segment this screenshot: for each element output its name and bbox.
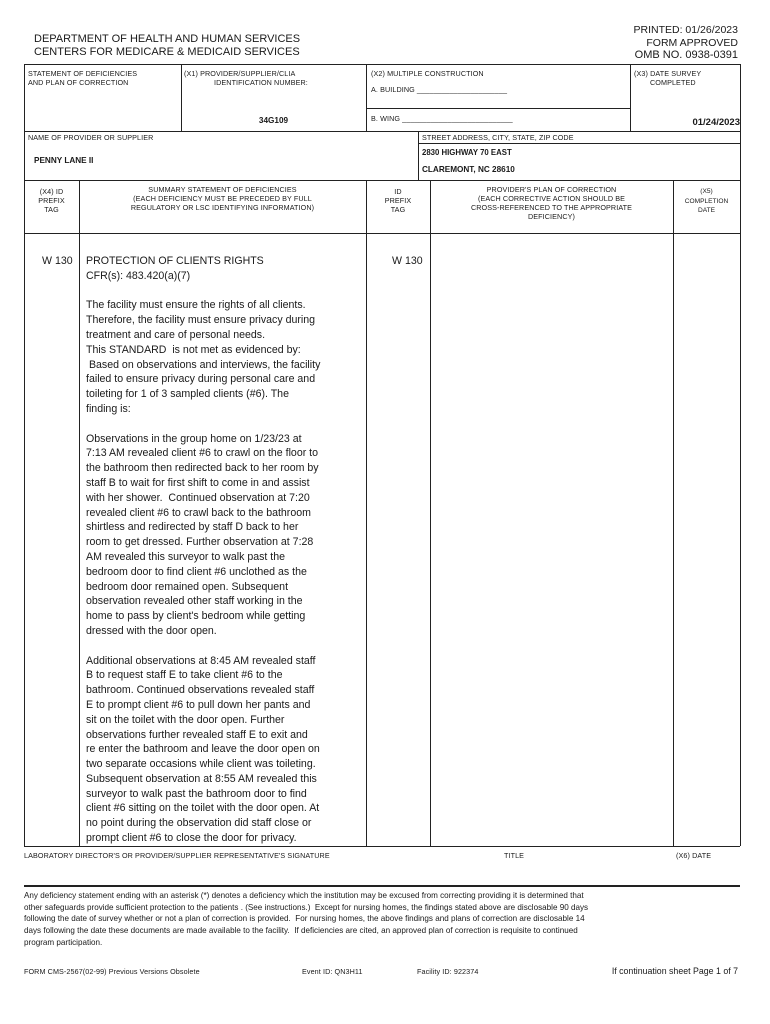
- building-field: A. BUILDING ______________________: [371, 85, 508, 94]
- printed-date: PRINTED: 01/26/2023: [633, 24, 738, 36]
- divider-x2: [366, 64, 367, 131]
- deficiency-title: PROTECTION OF CLIENTS RIGHTS: [86, 255, 264, 267]
- survey-completed-date: 01/24/2023: [692, 117, 740, 128]
- x4-header-line-2: PREFIX: [38, 196, 65, 205]
- disclaimer-line: following the date of survey whether or not a plan of correction is provided. For nursing homes, the above findings and plans of correction are disclosable 14: [24, 914, 585, 924]
- rule-colheader: [24, 180, 740, 181]
- rule-signature: [24, 846, 740, 847]
- col-plan-right: [673, 180, 674, 846]
- paragraph-line: no point during the observation did staff close or: [86, 817, 312, 830]
- wing-field: B. WING ___________________________: [371, 114, 513, 123]
- paragraph-line: sit on the toilet with the door open. Further: [86, 713, 285, 726]
- deficiency-paragraph-3: [86, 654, 364, 846]
- x1-label-line-2: IDENTIFICATION NUMBER:: [214, 78, 308, 87]
- agency-line-2: CENTERS FOR MEDICARE & MEDICAID SERVICES: [34, 46, 300, 58]
- provider-name: PENNY LANE II: [34, 156, 94, 165]
- x3-label-line-2: COMPLETED: [650, 78, 696, 87]
- signature-date-label: (X6) DATE: [676, 851, 712, 860]
- rule-disclaimer: [24, 885, 740, 887]
- address-line-2: CLAREMONT, NC 28610: [422, 165, 515, 174]
- disclaimer-line: days following the date these documents are made available to the facility. If deficiencies are cited, an approved plan of correction is requisite to continued: [24, 926, 578, 936]
- paragraph-line: treatment and care of personal needs.: [86, 328, 266, 341]
- paragraph-line: home to pass by client's bedroom while getting: [86, 610, 306, 623]
- form-approved: FORM APPROVED: [646, 36, 738, 49]
- form-approval-info: [634, 24, 738, 62]
- rule-provider: [24, 131, 740, 132]
- paragraph-line: E to prompt client #6 to pull down her pants and: [86, 698, 311, 711]
- omb-number: OMB NO. 0938-0391: [634, 49, 738, 61]
- x4-header: [24, 187, 79, 214]
- paragraph-line: dressed with the door open.: [86, 624, 217, 637]
- x5-header: [673, 187, 740, 216]
- signature-label: LABORATORY DIRECTOR'S OR PROVIDER/SUPPLIER REPRESENTATIVE'S SIGNATURE: [24, 851, 330, 860]
- form-number: FORM CMS-2567(02-99) Previous Versions Obsolete: [24, 967, 200, 976]
- paragraph-line: client #6 sitting on the toilet with the door open. At: [86, 802, 320, 815]
- paragraph-line: 7:13 AM revealed client #6 to crawl on the floor to: [86, 447, 319, 460]
- frame-left: [24, 64, 25, 846]
- paragraph-line: the bathroom then redirected back to her room by: [86, 462, 319, 475]
- x5-header-line-3: DATE: [697, 207, 716, 214]
- x5-header-line-1: (X5): [700, 188, 713, 195]
- rule-address-label: [418, 143, 740, 144]
- paragraph-line: re enter the bathroom and leave the door open on: [86, 743, 320, 756]
- paragraph-line: bathroom. Continued observations revealed staff: [86, 684, 315, 697]
- id-header-line-1: ID: [394, 187, 402, 196]
- paragraph-line: surveyor to walk past the bathroom door to find: [86, 787, 307, 800]
- x4-header-line-3: TAG: [44, 205, 59, 214]
- address-label: STREET ADDRESS, CITY, STATE, ZIP CODE: [422, 133, 574, 142]
- paragraph-line: AM revealed this surveyor to walk past the: [86, 550, 286, 563]
- disclaimer-line: other safeguards provide sufficient protection to the patients . (See instructions.) Except for nursing homes, the findings stated above are disclosable 90 days: [24, 902, 589, 912]
- plan-header-line-1: PROVIDER'S PLAN OF CORRECTION: [486, 185, 617, 194]
- agency-line-1: DEPARTMENT OF HEALTH AND HUMAN SERVICES: [34, 33, 301, 45]
- summary-header-line-3: REGULATORY OR LSC IDENTIFYING INFORMATION): [130, 203, 315, 212]
- statement-label-line-1: STATEMENT OF DEFICIENCIES: [28, 69, 138, 78]
- plan-header: [430, 185, 673, 221]
- x3-label-line-1: (X3) DATE SURVEY: [634, 69, 702, 78]
- plan-header-line-2: (EACH CORRECTIVE ACTION SHOULD BE: [477, 194, 626, 203]
- paragraph-line: shirtless and redirected by staff D back to her: [86, 521, 299, 534]
- x5-header-line-2: COMPLETION: [684, 197, 729, 205]
- id-header-line-2: PREFIX: [384, 196, 412, 205]
- summary-header-line-1: SUMMARY STATEMENT OF DEFICIENCIES: [148, 185, 297, 194]
- deficiency-regulation: CFR(s): 483.420(a)(7): [86, 269, 191, 282]
- paragraph-line: toileting for 1 of 3 sampled clients (#6). The: [86, 388, 289, 401]
- paragraph-line: prompt client #6 to close the door for privacy.: [86, 832, 297, 845]
- plan-header-line-4: DEFICIENCY): [527, 212, 576, 221]
- event-id: Event ID: QN3H11: [302, 967, 363, 976]
- paragraph-line: room to get dressed. Further observation at 7:28: [86, 536, 314, 549]
- divider-x3: [630, 64, 631, 131]
- paragraph-line: Based on observations and interviews, the facility: [86, 358, 321, 371]
- paragraph-line: This STANDARD is not met as evidenced by:: [86, 343, 301, 356]
- col-id-right: [430, 180, 431, 846]
- x3-label: [634, 69, 738, 87]
- address-line-1: 2830 HIGHWAY 70 EAST: [422, 148, 512, 157]
- paragraph-line: failed to ensure privacy during personal care and: [86, 373, 316, 386]
- deficiency-paragraph-1: [86, 298, 364, 416]
- paragraph-line: finding is:: [86, 402, 131, 415]
- divider-address: [418, 131, 419, 180]
- disclaimer: [24, 890, 740, 949]
- col-x4-right: [79, 180, 80, 846]
- paragraph-line: B to request staff E to take client #6 to the: [86, 669, 283, 682]
- page-indicator: If continuation sheet Page 1 of 7: [611, 966, 738, 976]
- paragraph-line: The facility must ensure the rights of all clients.: [86, 299, 306, 312]
- disclaimer-line: program participation.: [24, 937, 103, 947]
- statement-label-line-2: AND PLAN OF CORRECTION: [28, 78, 129, 87]
- summary-header: [79, 185, 366, 212]
- rule-wing: [366, 108, 630, 109]
- id-header-line-3: TAG: [390, 205, 406, 214]
- paragraph-line: bedroom door to find client #6 unclothed as the: [86, 565, 307, 578]
- paragraph-line: staff B to wait for first shift to come in and assist: [86, 476, 310, 489]
- deficiency-tag: W 130: [42, 255, 73, 267]
- deficiency-paragraph-2: [86, 432, 364, 639]
- id-header: [366, 187, 430, 214]
- paragraph-line: bedroom door remained open. Subsequent: [86, 580, 289, 593]
- x1-label-line-1: (X1) PROVIDER/SUPPLIER/CLIA: [184, 69, 296, 78]
- paragraph-line: revealed client #6 to crawl back to the bathroom: [86, 506, 311, 519]
- provider-name-label: NAME OF PROVIDER OR SUPPLIER: [28, 133, 154, 142]
- provider-id-number: 34G109: [258, 116, 289, 125]
- paragraph-line: Therefore, the facility must ensure privacy during: [86, 314, 316, 327]
- deficiency-text: [86, 254, 364, 846]
- facility-id: Facility ID: 922374: [417, 967, 479, 976]
- summary-header-line-2: (EACH DEFICIENCY MUST BE PRECEDED BY FULL: [133, 194, 312, 203]
- rule-top: [24, 64, 740, 65]
- paragraph-line: with her shower. Continued observation at 7:20: [86, 491, 310, 504]
- x1-label: [184, 69, 364, 87]
- agency-name: [34, 33, 300, 59]
- disclaimer-line: Any deficiency statement ending with an asterisk (*) denotes a deficiency which the institution may be excused from correcting providing it is determined that: [24, 891, 584, 900]
- frame-right: [740, 64, 741, 846]
- paragraph-line: Subsequent observation at 8:55 AM revealed this: [86, 772, 317, 785]
- paragraph-line: observations further revealed staff E to exit and: [86, 728, 308, 741]
- x2-label: (X2) MULTIPLE CONSTRUCTION: [371, 69, 484, 78]
- x4-header-line-1: (X4) ID: [39, 187, 64, 196]
- paragraph-line: two separate occasions while client was toileting.: [86, 758, 316, 771]
- title-label: TITLE: [504, 851, 525, 860]
- rule-body: [24, 233, 740, 234]
- paragraph-line: Additional observations at 8:45 AM revealed staff: [86, 654, 316, 667]
- plan-header-line-3: CROSS-REFERENCED TO THE APPROPRIATE: [470, 203, 633, 212]
- paragraph-line: observation revealed other staff working in the: [86, 595, 303, 608]
- plan-id-tag: W 130: [392, 255, 423, 267]
- statement-label: [28, 69, 137, 87]
- col-summary-right: [366, 180, 367, 846]
- paragraph-line: Observations in the group home on 1/23/23 at: [86, 432, 302, 445]
